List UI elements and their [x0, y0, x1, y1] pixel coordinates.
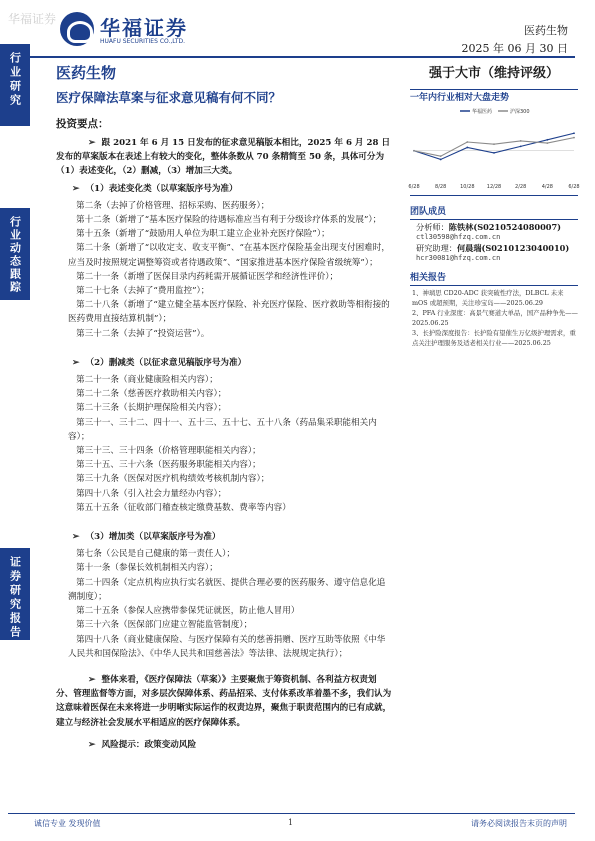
list-item: 第三十六条（医保部门应建立智能监管制度）；: [76, 620, 253, 631]
chart-title: 一年内行业相对大盘走势: [410, 93, 510, 103]
chart-x-tick-label: 12/28: [486, 184, 502, 190]
logo-name: 华福证券: [100, 16, 188, 40]
page-number: 1: [288, 818, 294, 827]
list-item: 第二十一条（新增了医保目录内药耗需开展循证医学和经济性评价）；: [76, 271, 339, 282]
team-heading: 团队成员: [410, 204, 578, 220]
list-item: 第二条（去掉了价格管理、招标采购、医药服务）；: [76, 200, 270, 211]
header-industry: 医药生物: [524, 24, 568, 37]
section-2-title: ➢ （2）删减类（以征求意见稿版序号为准）: [56, 356, 392, 370]
footer-divider: [8, 813, 575, 814]
watermark: 华福证券: [8, 12, 57, 26]
list-item: 第二十条（新增了“以收定支、收支平衡”、“在基本医疗保险基金出现支付困难时，应当及时按照规定调整筹资或者待遇政策”、“国家推进基本医疗保险省级统筹”）；: [68, 243, 390, 268]
chart-point: [520, 140, 522, 142]
rating-label: 强于大市（维持评级）: [410, 62, 578, 90]
logo-name-en: HUAFU SECURITIES CO.,LTD.: [100, 38, 186, 45]
chart-point: [493, 143, 495, 145]
side-tab-industry-research: [0, 44, 30, 126]
arrow-icon: ➢: [72, 357, 80, 368]
arrow-icon: ➢: [72, 532, 80, 543]
side-tab-dynamic-tracking: [0, 208, 30, 300]
chart-x-tick-label: 2/28: [515, 184, 527, 190]
side-tab-securities-report: [0, 548, 30, 640]
list-item: 第四十八条（商业健康保险、与医疗保障有关的慈善捐赠、医疗互助等依照《中华人民共和国保险法》、《中华人民共和国慈善法》等法律、法规规定执行）；: [68, 634, 386, 659]
logo-mark-icon: [60, 12, 94, 46]
report-title: 医疗保障法草案与征求意见稿有何不同？: [56, 90, 282, 105]
list-item: 第四十八条（引入社会力量经办内容）；: [76, 488, 227, 499]
chart-point: [466, 141, 468, 143]
intro-paragraph: ➢ 跟 2021 年 6 月 15 日发布的征求意见稿版本相比，2025 年 6 月 28 日发布的草案版本在表述上有较大的变化，整体条数从 70 条精简至 50 条，具体可分为（1）表述变化，（2）删减，（3）增加三大类。: [56, 138, 391, 177]
chart-point: [546, 142, 548, 144]
conclusion-paragraph: ➢ 整体来看，《医疗保障法（草案）》主要聚焦于筹资机制、各利益方权责划分、管理监督等方面，对多层次保障体系、药品招采、支付体系改革着墨不多，我们认为这意味着医保在未来将进一步明晰实际运作的权责边界，聚焦于职责范围内的已有成就，建立与经济社会发展水平相适应的医疗保障体系。: [56, 674, 392, 728]
chart-x-tick-label: 6/28: [568, 184, 580, 190]
list-item: 第二十三条（长期护理保险相关内容）；: [76, 403, 227, 414]
arrow-icon: ➢: [88, 739, 96, 750]
chart-legend-label: 沪深300: [510, 109, 530, 115]
footer-slogan: 诚信专业 发现价值: [34, 819, 101, 828]
related-reports-heading: 相关报告: [410, 270, 578, 286]
company-logo: [60, 8, 200, 48]
list-item: 第三十九条（医保对医疗机构绩效考核机制内容）；: [76, 474, 270, 485]
assistant: 研究助理：何晨瑞(S0210123040010): [416, 243, 570, 253]
chart-point: [440, 155, 442, 157]
chart-x-tick-label: 10/28: [460, 184, 475, 190]
related-report-item[interactable]: 3、长护险深度报告：长护险有望催生万亿级护理需求，重点关注护理服务及适老相关行业——2025.06.25: [412, 329, 576, 347]
list-item: 第二十四条（定点机构应执行实名就医、提供合理必要的医药服务、遵守信息化追溯制度）；: [68, 577, 386, 602]
chart-x-tick-label: 4/28: [541, 184, 553, 190]
list-item: 第十二条（新增了“基本医疗保险的待遇标准应当有利于分级诊疗体系的发展”）；: [76, 215, 382, 226]
side-tab-label: 行业动态跟踪: [8, 216, 22, 294]
side-tab-label: 行业研究: [8, 52, 22, 108]
side-tab-label: 证券研究报告: [8, 556, 22, 640]
risk-warning: ➢ 风险提示：政策变动风险: [56, 738, 392, 752]
chart-point: [493, 152, 495, 154]
arrow-icon: ➢: [72, 183, 80, 194]
investment-heading: 投资要点：: [56, 118, 109, 130]
related-report-item[interactable]: 2、PFA 行业深度：高景气赛道大单品，国产品种争先——2025.06.25: [412, 309, 578, 327]
section-3-title: ➢ （3）增加类（以草案版序号为准）: [56, 530, 392, 544]
chart-point: [413, 150, 415, 152]
list-item: 第十一条（参保长效机制相关内容）；: [76, 563, 218, 574]
list-item: 第七条（公民是自己健康的第一责任人）；: [76, 549, 235, 560]
assistant-email[interactable]: hcr30081@hfzq.com.cn: [416, 254, 501, 262]
chart-point: [546, 139, 548, 141]
chart-x-tick-label: 8/28: [435, 184, 447, 190]
list-item: 第二十二条（慈善医疗救助相关内容）；: [76, 389, 227, 400]
list-item: 第十五条（新增了“鼓励用人单位为职工建立企业补充医疗保险”）；: [76, 229, 330, 240]
list-item: 第三十五、三十六条（医药服务职能相关内容）；: [76, 460, 261, 471]
chart-point: [573, 137, 575, 139]
analyst-email[interactable]: ctl30598@hfzq.com.cn: [416, 233, 501, 241]
sector-title: 医药生物: [56, 64, 117, 82]
list-item: 第三十三、三十四条（价格管理职能相关内容）；: [76, 446, 261, 457]
chart-point: [466, 147, 468, 149]
chart-point: [520, 145, 522, 147]
list-item: 第二十一条（商业健康险相关内容）；: [76, 375, 218, 386]
chart-legend-label: 华福医药: [472, 109, 493, 115]
list-item: 第三十二条（去掉了“投资运营”）。: [76, 328, 210, 339]
header-date: 2025 年 06 月 30 日: [461, 42, 568, 55]
chart-x-tick-label: 6/28: [408, 184, 420, 190]
chart-point: [440, 159, 442, 161]
analyst: 分析师：陈铁林(S0210524080007): [416, 222, 562, 232]
footer-disclaimer: 请务必阅读报告末页的声明: [471, 819, 567, 828]
header-divider: [8, 56, 575, 58]
related-report-item[interactable]: 1、神璃思 CD20-ADC 获突破性疗法，DLBCL 未来 mOS 或超预期，关注珍宝岛——2025.06.29: [412, 289, 564, 307]
list-item: 第五十五条（征收部门稽查核定缴费基数、费率等内容）: [76, 502, 291, 513]
list-item: 第二十五条（参保人应携带参保凭证就医，防止他人冒用）: [76, 606, 300, 617]
relative-performance-chart: [410, 104, 578, 196]
main-body: [56, 136, 392, 754]
chart-point: [573, 132, 575, 134]
arrow-icon: ➢: [88, 138, 96, 148]
related-reports-list: [412, 288, 578, 348]
arrow-icon: ➢: [88, 674, 96, 685]
list-item: 第二十八条（新增了“建立健全基本医疗保险、补充医疗保险、医疗救助等相衔接的医药费用直接结算机制”）；: [68, 300, 390, 325]
chart-svg: [410, 104, 578, 196]
section-1-title: ➢ （1）表述变化类（以草案版序号为准）: [56, 182, 392, 196]
list-item: 第三十一、三十二、四十一、五十三、五十七、五十八条（药品集采职能相关内容）；: [68, 417, 377, 442]
list-item: 第二十七条（去掉了“费用监控”）；: [76, 286, 210, 297]
